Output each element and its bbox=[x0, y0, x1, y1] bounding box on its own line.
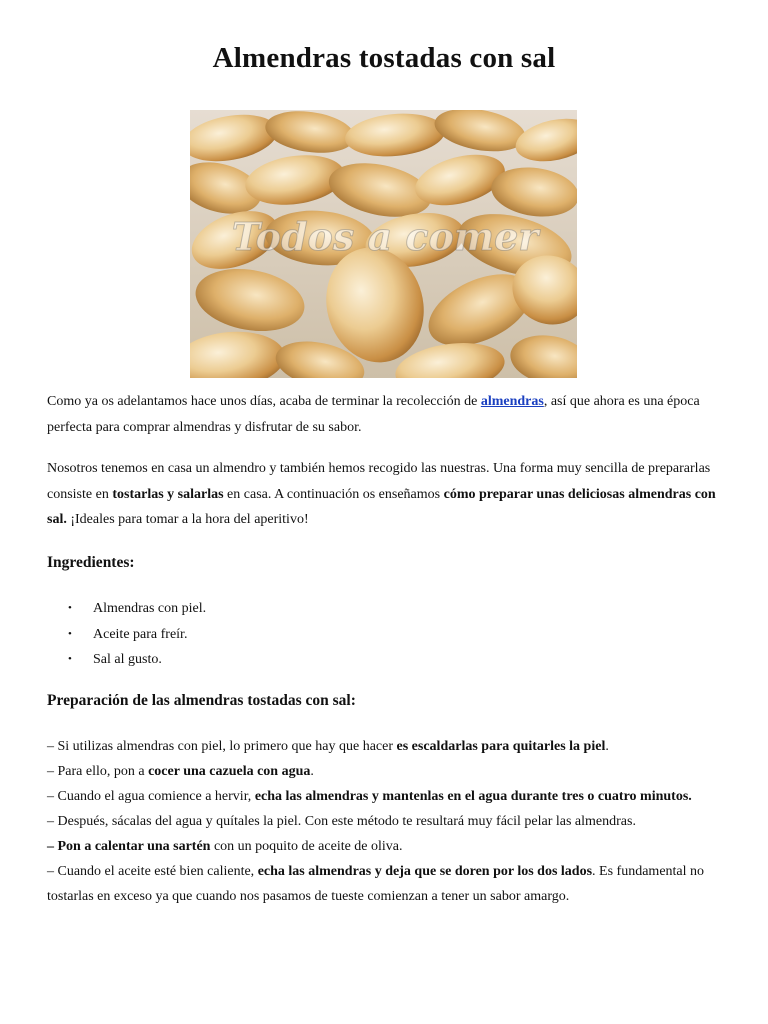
step-bold-text: echa las almendras y mantenlas en el agua durante tres o cuatro minutos. bbox=[254, 789, 692, 804]
step-text: con un poquito de aceite de oliva. bbox=[210, 839, 403, 854]
image-watermark: Todos a comer bbox=[231, 214, 539, 259]
ingredients-list bbox=[47, 596, 206, 673]
list-item bbox=[47, 647, 206, 673]
intro-paragraph-2 bbox=[47, 456, 719, 533]
list-item bbox=[47, 596, 206, 622]
almonds-illustration bbox=[190, 110, 577, 378]
step-bold-text: echa las almendras y deja que se doren por los dos lados bbox=[257, 864, 593, 879]
step-text: – Cuando el agua comience a hervir, bbox=[47, 789, 255, 804]
step-text: . bbox=[310, 764, 314, 779]
bullet-icon: • bbox=[68, 627, 72, 640]
intro-bold-text: tostarlas y salarlas bbox=[112, 486, 224, 502]
step-4: – Después, sácalas del agua y quítales la piel. Con este método te resultará muy fácil pelar las almendras. bbox=[47, 814, 636, 829]
step-text: – Cuando el aceite esté bien caliente, bbox=[47, 864, 258, 879]
step-1 bbox=[47, 734, 719, 759]
intro-bold-text: cómo preparar unas deliciosas almendras con sal. bbox=[47, 486, 716, 527]
step-bold-text: – Pon a calentar una sartén bbox=[47, 839, 211, 854]
bullet-icon: • bbox=[68, 602, 72, 614]
intro-text: Como ya os adelantamos hace unos días, acaba de terminar la recolección de bbox=[47, 394, 481, 409]
step-text: – Si utilizas almendras con piel, lo primero que hay que hacer bbox=[47, 739, 397, 754]
bullet-icon: • bbox=[68, 653, 72, 665]
step-text: . Es fundamental no tostarlas en exceso ya que cuando nos pasamos de tueste comienzan a tener un sabor amargo. bbox=[47, 864, 705, 904]
list-item bbox=[47, 622, 206, 648]
step-text: . bbox=[605, 739, 609, 754]
intro-text: , así que ahora es una época perfecta para comprar almendras y disfrutar de su sabor. bbox=[47, 394, 700, 435]
intro-paragraph-1 bbox=[47, 389, 719, 440]
intro-text: en casa. A continuación os enseñamos bbox=[223, 486, 444, 502]
almonds-photo bbox=[190, 110, 577, 378]
intro-text: ¡Ideales para tomar a la hora del aperitivo! bbox=[66, 512, 309, 527]
step-text: – Para ello, pon a bbox=[47, 764, 149, 779]
ingredient-text: Sal al gusto. bbox=[93, 652, 162, 667]
intro-text: Nosotros tenemos en casa un almendro y también hemos recogido las nuestras. Una forma muy sencilla de prepararlas consiste en bbox=[47, 461, 711, 502]
step-6 bbox=[47, 859, 719, 909]
step-3 bbox=[47, 784, 719, 809]
step-2 bbox=[47, 759, 719, 784]
preparation-heading: Preparación de las almendras tostadas con sal: bbox=[47, 692, 356, 709]
page-title: Almendras tostadas con sal bbox=[212, 42, 556, 74]
step-bold-text: es escaldarlas para quitarles la piel bbox=[396, 739, 606, 754]
ingredient-text: Aceite para freír. bbox=[93, 626, 188, 642]
step-bold-text: cocer una cazuela con agua bbox=[148, 764, 311, 779]
ingredients-heading: Ingredientes: bbox=[47, 554, 135, 571]
preparation-steps bbox=[47, 734, 719, 909]
step-5 bbox=[47, 834, 719, 859]
ingredient-text: Almendras con piel. bbox=[93, 601, 207, 616]
almendras-link[interactable]: almendras bbox=[480, 394, 544, 409]
